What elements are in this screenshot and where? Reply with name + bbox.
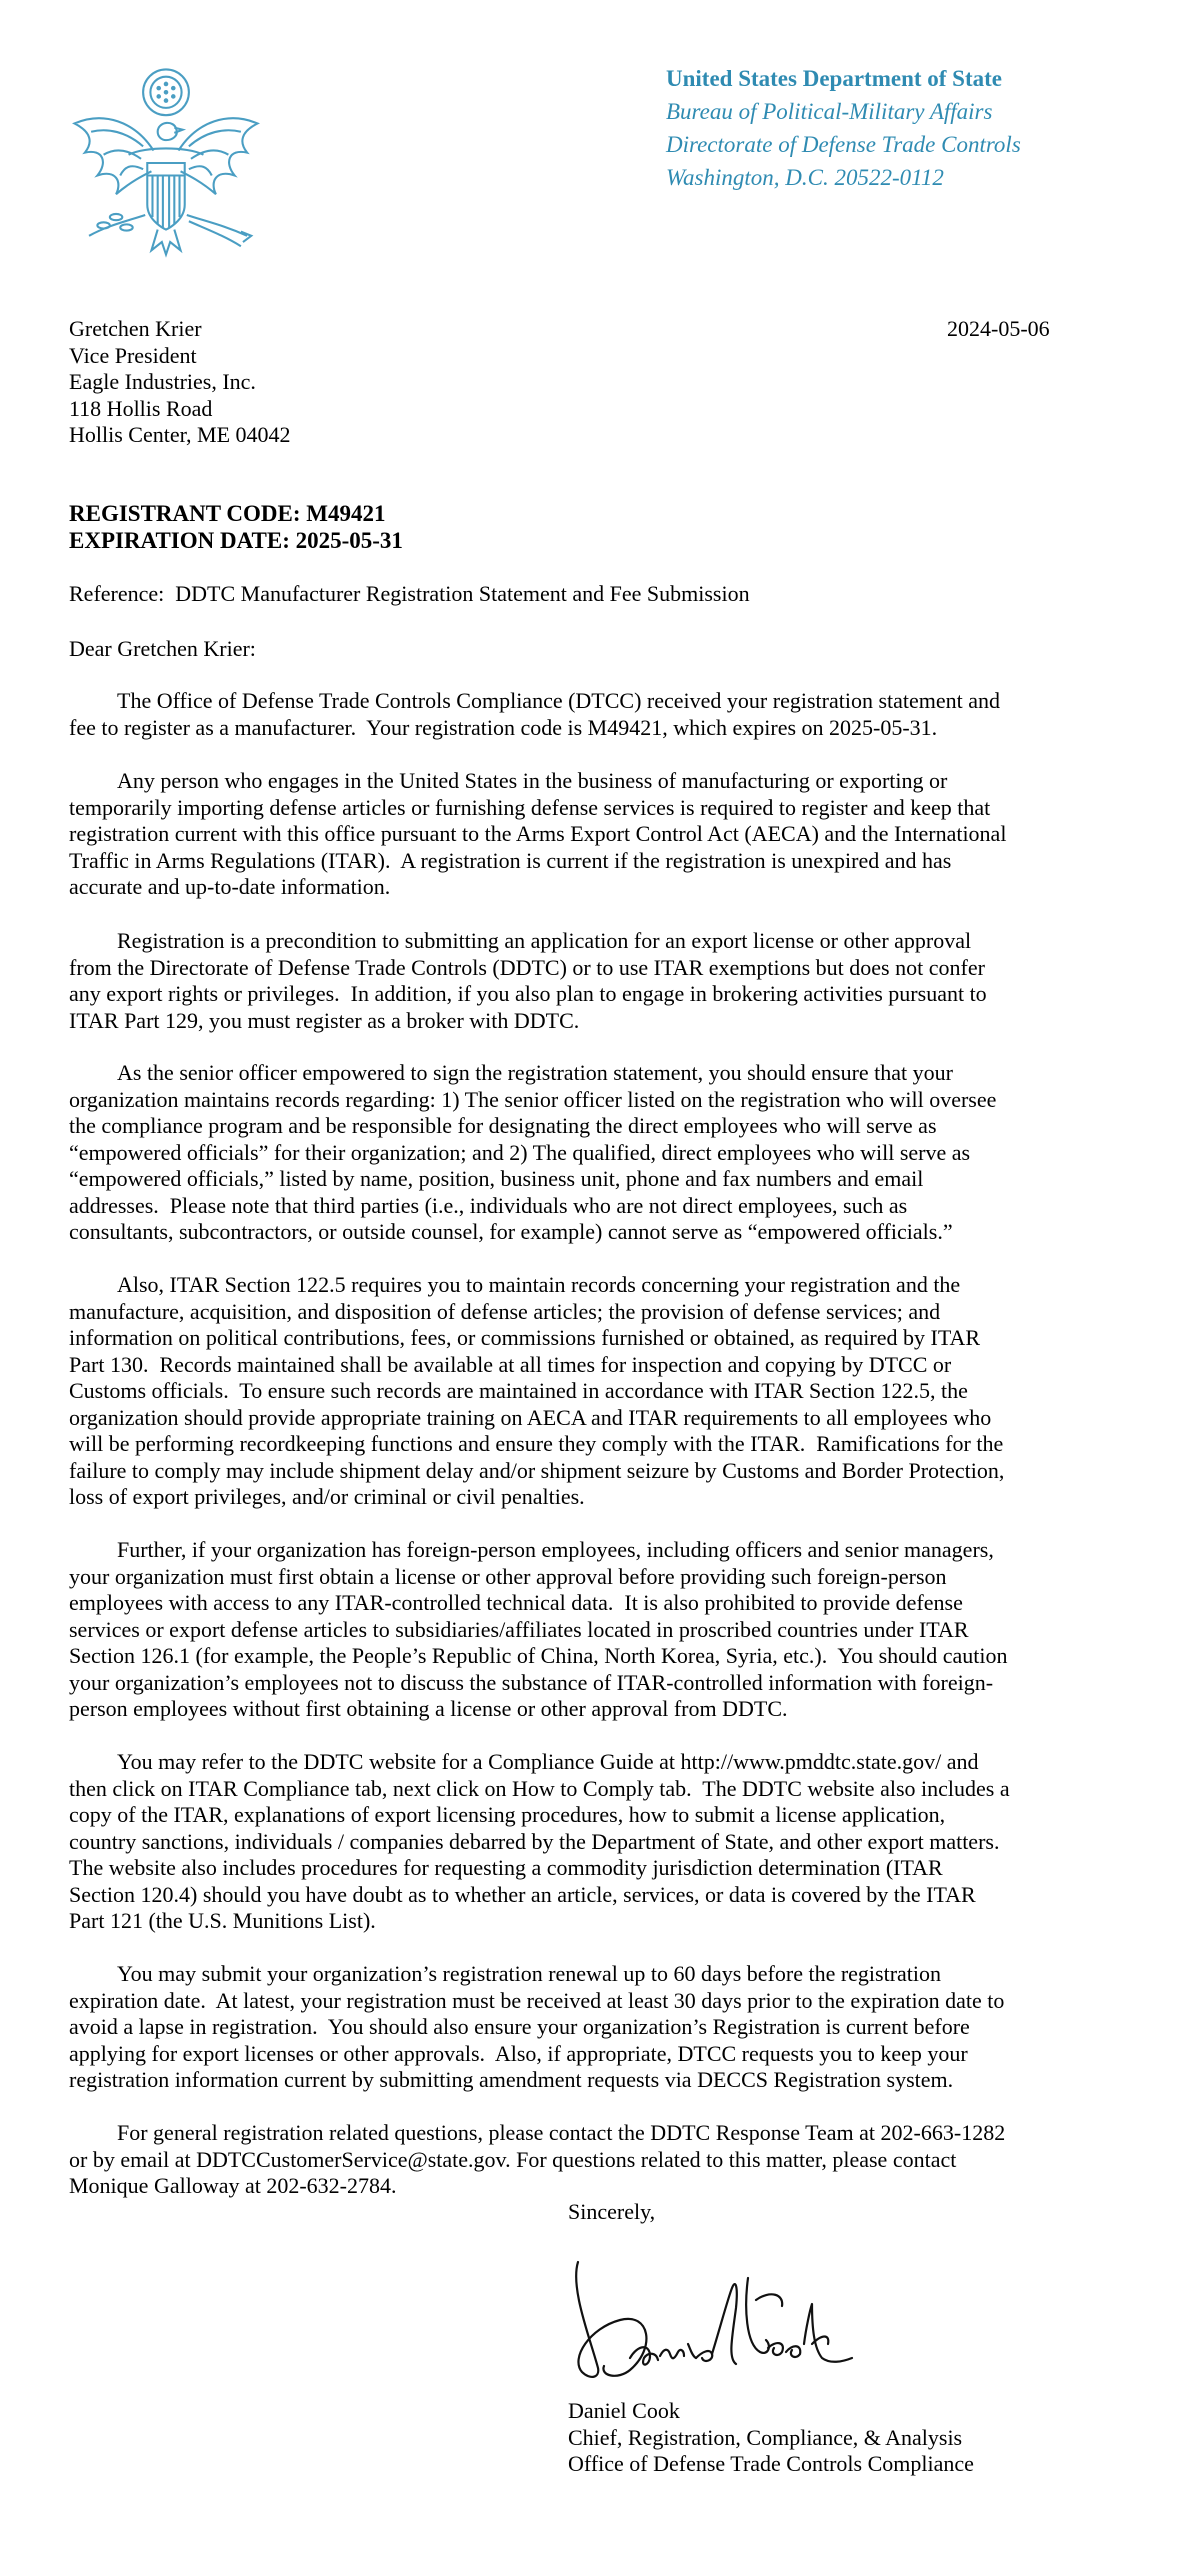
paragraph-line: As the senior officer empowered to sign the registration statement, you should ensure that your bbox=[117, 1060, 953, 1085]
paragraph-line: manufacture, acquisition, and disposition of defense articles; the provision of defense services; and bbox=[69, 1298, 941, 1324]
registrant-code: REGISTRANT CODE: M49421 bbox=[69, 501, 386, 526]
letterhead-address: Washington, D.C. 20522-0112 bbox=[666, 165, 944, 190]
paragraph-line: Part 121 (the U.S. Munitions List). bbox=[69, 1908, 376, 1933]
paragraph-line: information on political contributions, fees, or commissions furnished or obtained, as required by ITAR bbox=[69, 1325, 981, 1350]
closing: Sincerely, bbox=[568, 2199, 656, 2224]
paragraph-line: services or export defense articles to subsidiaries/affiliates located in proscribed countries under ITAR bbox=[69, 1616, 969, 1642]
paragraph-line: You may refer to the DDTC website for a Compliance Guide at http://www.pmddtc.state.gov/ and bbox=[117, 1749, 979, 1774]
paragraph-line: organization should provide appropriate training on AECA and ITAR requirements to all employees who bbox=[69, 1404, 992, 1430]
paragraph-line: ITAR Part 129, you must register as a broker with DDTC. bbox=[69, 1007, 580, 1033]
addressee-block bbox=[69, 316, 569, 449]
signer-name: Daniel Cook bbox=[568, 2398, 680, 2423]
addressee-city: Hollis Center, ME 04042 bbox=[69, 422, 291, 447]
paragraph-line: temporarily importing defense articles or furnishing defense services is required to register and keep that bbox=[69, 794, 991, 820]
signer-office: Office of Defense Trade Controls Compliance bbox=[568, 2451, 974, 2476]
paragraph-line: The website also includes procedures for requesting a commodity jurisdiction determination (ITAR bbox=[69, 1855, 943, 1880]
paragraph-line: then click on ITAR Compliance tab, next click on How to Comply tab. The DDTC website also includes a bbox=[69, 1775, 1010, 1801]
paragraph-line: your organization must first obtain a license or other approval before providing such foreign-person bbox=[69, 1563, 947, 1589]
paragraph-line: the compliance program and be responsible for designating the direct employees who will serve as bbox=[69, 1113, 937, 1138]
paragraph-line: Section 126.1 (for example, the People’s Republic of China, North Korea, Syria, etc.). You should caution bbox=[69, 1643, 1008, 1668]
letterhead bbox=[666, 62, 1186, 194]
letterhead-bureau: Bureau of Political-Military Affairs bbox=[666, 99, 993, 124]
body-paragraph bbox=[69, 1749, 1094, 1935]
body-paragraph bbox=[69, 1537, 1094, 1723]
addressee-street: 118 Hollis Road bbox=[69, 395, 213, 421]
paragraph-line: country sanctions, individuals / companies debarred by the Department of State, and other export matters. bbox=[69, 1828, 1000, 1854]
addressee-company: Eagle Industries, Inc. bbox=[69, 369, 256, 394]
paragraph-line: addresses. Please note that third parties (i.e., individuals who are not direct employees, such as bbox=[69, 1192, 908, 1218]
body-paragraph bbox=[69, 1961, 1094, 2094]
body-paragraph bbox=[69, 688, 1094, 741]
expiration-date: EXPIRATION DATE: 2025-05-31 bbox=[69, 527, 403, 553]
paragraph-line: Further, if your organization has foreign-person employees, including officers and senior managers, bbox=[117, 1537, 994, 1562]
paragraph-line: registration information current by submitting amendment requests via DECCS Registration system. bbox=[69, 2067, 954, 2092]
paragraph-line: accurate and up-to-date information. bbox=[69, 874, 391, 899]
paragraph-line: copy of the ITAR, explanations of export licensing procedures, how to submit a license application, bbox=[69, 1802, 946, 1827]
paragraph-line: For general registration related questions, please contact the DDTC Response Team at 202-663-1282 bbox=[117, 2120, 1006, 2145]
paragraph-line: organization maintains records regarding: 1) The senior officer listed on the registration who will oversee bbox=[69, 1086, 997, 1112]
signer-block bbox=[568, 2398, 974, 2478]
letter-date: 2024-05-06 bbox=[947, 316, 1050, 341]
paragraph-line: avoid a lapse in registration. You should also ensure your organization’s Registration is current before bbox=[69, 2014, 970, 2039]
paragraph-line: Any person who engages in the United States in the business of manufacturing or exporting or bbox=[117, 768, 948, 793]
paragraph-line: fee to register as a manufacturer. Your registration code is M49421, which expires on 2025-05-31. bbox=[69, 714, 938, 740]
paragraph-line: Section 120.4) should you have doubt as to whether an article, services, or data is covered by the ITAR bbox=[69, 1881, 976, 1907]
paragraph-line: or by email at DDTCCustomerService@state.gov. For questions related to this matter, please contact bbox=[69, 2146, 957, 2172]
paragraph-line: registration current with this office pursuant to the Arms Export Control Act (AECA) and the International bbox=[69, 821, 1007, 846]
addressee-title: Vice President bbox=[69, 342, 197, 368]
salutation: Dear Gretchen Krier: bbox=[69, 636, 256, 661]
paragraph-line: Also, ITAR Section 122.5 requires you to maintain records concerning your registration and the bbox=[117, 1272, 961, 1297]
body-paragraph bbox=[69, 1060, 1094, 1246]
addressee-name: Gretchen Krier bbox=[69, 316, 202, 341]
letterhead-organization: United States Department of State bbox=[666, 66, 1002, 91]
body-paragraph bbox=[69, 1272, 1094, 1511]
paragraph-line: Customs officials. To ensure such records are maintained in accordance with ITAR Section 122.5, the bbox=[69, 1378, 968, 1403]
paragraph-line: from the Directorate of Defense Trade Controls (DDTC) or to use ITAR exemptions but does not confer bbox=[69, 954, 985, 980]
signer-title: Chief, Registration, Compliance, & Analysis bbox=[568, 2424, 963, 2450]
paragraph-line: The Office of Defense Trade Controls Compliance (DTCC) received your registration statement and bbox=[117, 688, 1001, 713]
body-paragraph bbox=[69, 2120, 1094, 2200]
paragraph-line: your organization’s employees not to discuss the substance of ITAR-controlled information with foreign- bbox=[69, 1669, 994, 1695]
registration-codes bbox=[69, 501, 403, 554]
paragraph-line: You may submit your organization’s registration renewal up to 60 days before the registration bbox=[117, 1961, 942, 1986]
paragraph-line: person employees without first obtaining a license or other approval from DDTC. bbox=[69, 1696, 788, 1721]
paragraph-line: applying for export licenses or other approvals. Also, if appropriate, DTCC requests you to keep your bbox=[69, 2040, 968, 2066]
paragraph-line: employees with access to any ITAR-controlled technical data. It is also prohibited to provide defense bbox=[69, 1590, 963, 1615]
paragraph-line: expiration date. At latest, your registration must be received at least 30 days prior to the expiration date to bbox=[69, 1987, 1005, 2013]
paragraph-line: “empowered officials” for their organization; and 2) The qualified, direct employees who will serve as bbox=[69, 1139, 971, 1165]
paragraph-line: any export rights or privileges. In addition, if you also plan to engage in brokering activities pursuant to bbox=[69, 981, 987, 1006]
paragraph-line: Registration is a precondition to submitting an application for an export license or other approval bbox=[117, 928, 972, 953]
body-paragraph bbox=[69, 768, 1094, 901]
handwritten-signature bbox=[560, 2248, 860, 2388]
body-paragraph bbox=[69, 928, 1094, 1034]
paragraph-line: will be performing recordkeeping functions and ensure they comply with the ITAR. Ramifications for the bbox=[69, 1431, 1004, 1456]
paragraph-line: consultants, subcontractors, or outside counsel, for example) cannot serve as “empowered officials.” bbox=[69, 1219, 953, 1244]
paragraph-line: failure to comply may include shipment delay and/or shipment seizure by Customs and Border Protection, bbox=[69, 1457, 1005, 1483]
paragraph-line: “empowered officials,” listed by name, position, business unit, phone and fax numbers and email bbox=[69, 1166, 924, 1191]
letterhead-directorate: Directorate of Defense Trade Controls bbox=[666, 132, 1021, 157]
paragraph-line: Traffic in Arms Regulations (ITAR). A registration is current if the registration is unexpired and has bbox=[69, 847, 952, 873]
paragraph-line: Part 130. Records maintained shall be available at all times for inspection and copying by DTCC or bbox=[69, 1351, 952, 1377]
paragraph-line: Monique Galloway at 202-632-2784. bbox=[69, 2173, 397, 2198]
state-department-seal-icon bbox=[62, 58, 270, 268]
paragraph-line: loss of export privileges, and/or criminal or civil penalties. bbox=[69, 1484, 585, 1509]
reference-line: Reference: DDTC Manufacturer Registration Statement and Fee Submission bbox=[69, 581, 750, 606]
